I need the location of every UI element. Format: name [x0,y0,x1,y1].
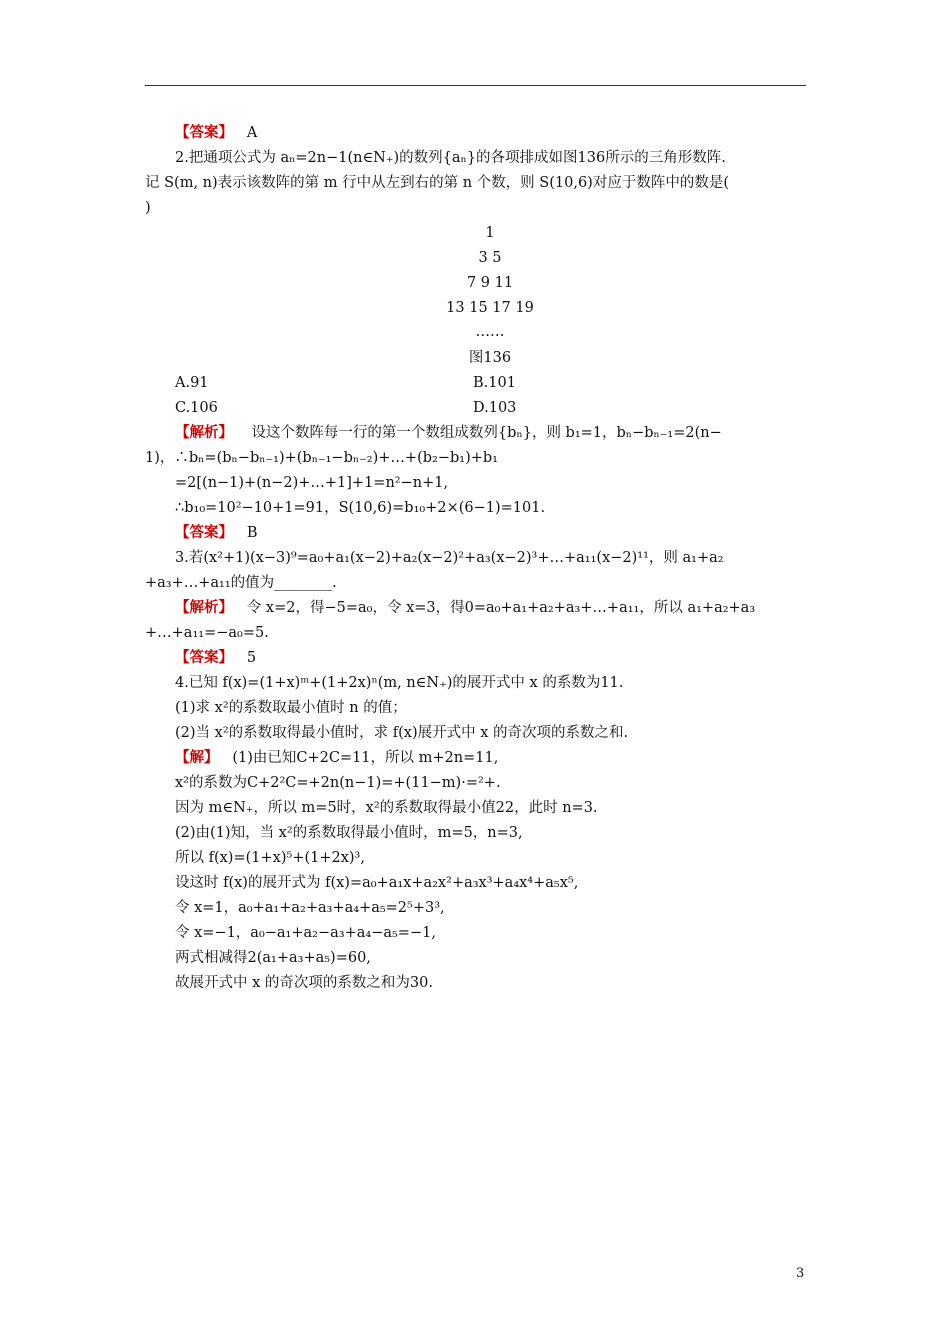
q4-solution-line5: 所以 f(x)=(1+x)⁵+(1+2x)³, [175,850,365,866]
q4-solution-text1: (1)由已知C+2C=11，所以 m+2n=11, [232,750,499,766]
q4-solution-line6: 设这时 f(x)的展开式为 f(x)=a₀+a₁x+a₂x²+a₃x³+a₄x⁴+a₅x⁵, [175,875,579,891]
q4-solution-line1 [175,748,840,768]
option-a: A.91 [175,375,209,391]
q3-analysis-text1: 令 x=2，得−5=a₀，令 x=3，得0=a₀+a₁+a₂+a₃+…+a₁₁，所以 a₁+a₂+a₃ [246,600,756,616]
analysis-tag: 【解析】 [175,599,233,616]
answer-tag: 【答案】 [175,524,233,541]
q4-sub1: (1)求 x²的系数取最小值时 n 的值； [175,700,407,716]
answer-tag: 【答案】 [175,124,233,141]
triangle-row-3: 7 9 11 [466,275,514,291]
q1-answer: A [246,125,258,141]
solution-tag: 【解】 [175,749,219,766]
option-d: D.103 [473,400,517,416]
triangle-row-2: 3 5 [478,250,502,266]
page-number: 3 [796,1266,805,1281]
triangle-row-1: 1 [485,225,495,241]
q4-solution-line9: 两式相减得2(a₁+a₃+a₅)=60, [175,950,371,966]
q4-solution-line2: x²的系数为C+2²C=+2n(n−1)=+(11−m)·=²+. [175,775,501,791]
q2-analysis-text1: 设这个数阵每一行的第一个数组成数列{bₙ}，则 b₁=1，bₙ−bₙ₋₁=2(n− [251,425,722,441]
figure-caption: 图136 [468,350,512,366]
q2-analysis-line3: =2[(n−1)+(n−2)+…+1]+1=n²−n+1, [175,475,449,491]
q2-stem-line2: 记 S(m, n)表示该数阵的第 m 行中从左到右的第 n 个数，则 S(10,6)对应于数阵中的数是( [145,175,729,191]
q2-answer-line [175,523,840,543]
q2-analysis-line4: ∴b₁₀=10²−10+1=91，S(10,6)=b₁₀+2×(6−1)=101. [175,500,546,516]
q2-stem-line1: 2.把通项公式为 aₙ=2n−1(n∈N₊)的数列{aₙ}的各项排成如图136所示的三角形数阵. [175,150,726,166]
triangle-row-4: 13 15 17 19 [446,300,534,316]
answer-tag: 【答案】 [175,649,233,666]
triangle-row-ellipsis: …… [475,324,505,340]
q3-answer-line [175,648,840,668]
q1-answer-line [175,123,840,143]
option-b: B.101 [473,375,516,391]
q2-stem-line3: ) [145,200,151,216]
q3-analysis-line1 [175,598,840,618]
q2-analysis-line1 [175,423,840,443]
q4-solution-line10: 故展开式中 x 的奇次项的系数之和为30. [175,975,433,991]
q2-answer: B [246,525,258,541]
q4-sub2: (2)当 x²的系数取得最小值时，求 f(x)展开式中 x 的奇次项的系数之和. [175,725,629,741]
header-rule [145,85,806,86]
q3-stem-line2: +a₃+…+a₁₁的值为________. [145,575,337,591]
analysis-tag: 【解析】 [175,424,233,441]
q3-stem-line1: 3.若(x²+1)(x−3)⁹=a₀+a₁(x−2)+a₂(x−2)²+a₃(x−2)³+…+a₁₁(x−2)¹¹，则 a₁+a₂ [175,550,724,566]
q3-analysis-line2: +…+a₁₁=−a₀=5. [145,625,269,641]
option-c: C.106 [175,400,218,416]
q3-answer: 5 [246,650,257,666]
q4-solution-line4: (2)由(1)知，当 x²的系数取得最小值时，m=5，n=3, [175,825,523,841]
q4-solution-line3: 因为 m∈N₊，所以 m=5时，x²的系数取得最小值22，此时 n=3. [175,800,598,816]
q4-solution-line8: 令 x=−1，a₀−a₁+a₂−a₃+a₄−a₅=−1, [175,925,436,941]
q4-stem-line1: 4.已知 f(x)=(1+x)ᵐ+(1+2x)ⁿ(m, n∈N₊)的展开式中 x 的系数为11. [175,675,624,691]
q4-solution-line7: 令 x=1，a₀+a₁+a₂+a₃+a₄+a₅=2⁵+3³, [175,900,445,916]
q2-analysis-line2: 1)，∴bₙ=(bₙ−bₙ₋₁)+(bₙ₋₁−bₙ₋₂)+…+(b₂−b₁)+b₁ [145,450,498,466]
